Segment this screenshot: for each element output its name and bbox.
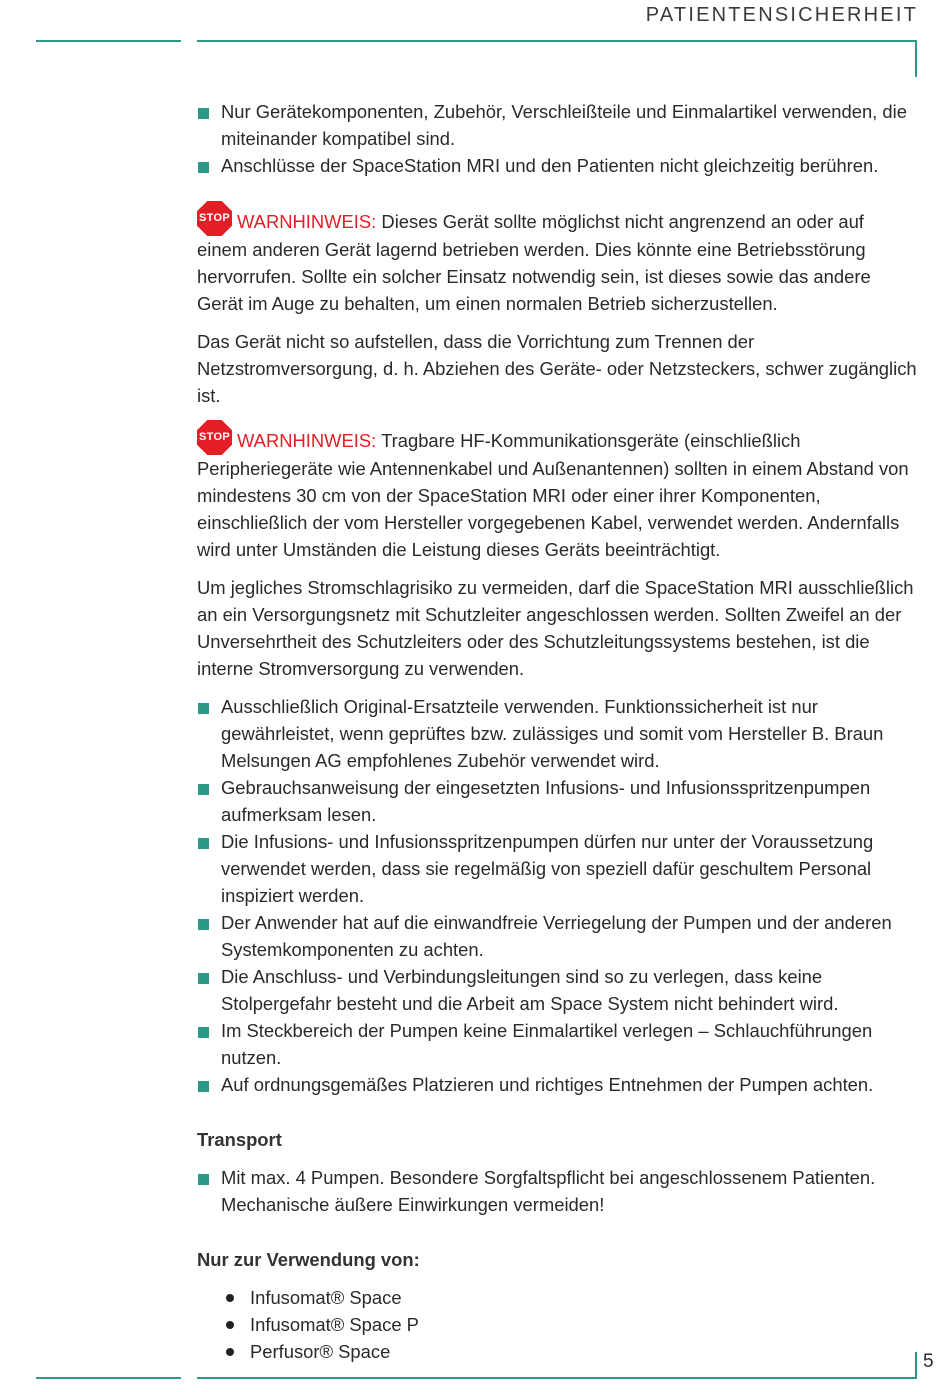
stop-sign-icon: STOP (197, 420, 232, 455)
list-item: Nur Gerätekomponenten, Zubehör, Verschleißteile und Einmalartikel verwenden, die miteinander kompatibel sind. (197, 98, 919, 152)
list-item: Die Anschluss- und Verbindungsleitungen sind so zu verlegen, dass keine Stolpergefahr besteht und die Arbeit am Space System nicht behindert wird. (197, 963, 919, 1017)
list-item: Ausschließlich Original-Ersatzteile verwenden. Funktionssicherheit ist nur gewährleistet, wenn geprüftes bzw. zulässiges und somit vom Hersteller B. Braun Melsungen AG empfohlenes Zubehör verwendet wird. (197, 693, 919, 774)
header-rule-vertical (915, 40, 917, 77)
bullet-list-top (197, 98, 919, 179)
list-item: Gebrauchsanweisung der eingesetzten Infusions- und Infusionsspritzenpumpen aufmerksam lesen. (197, 774, 919, 828)
footer-rule-right (197, 1377, 917, 1379)
page-header-title: PATIENTENSICHERHEIT (645, 4, 918, 26)
warning-text: Tragbare HF-Kommunikationsgeräte (einschließlich Peripheriegeräte wie Antennenkabel und Außenantennen) sollten in einem Abstand von mindestens 30 cm von der SpaceStation MRI oder einer ihrer Komponenten, einschließlich der vom Hersteller vorgegebenen Kabel, verwendet werden. Andernfalls wird unter Umständen die Leistung dieses Geräts beeinträchtigt. (197, 430, 909, 560)
warning-label: WARNHINWEIS: (237, 430, 377, 451)
section-heading-transport: Transport (197, 1129, 282, 1150)
paragraph: Um jegliches Stromschlagrisiko zu vermeiden, darf die SpaceStation MRI ausschließlich an ein Versorgungsnetz mit Schutzleiter angeschlossen werden. Sollten Zweifel an der Unversehrtheit des Schutzleiters oder des Schutzleitungssystems bestehen, ist die interne Stromversorgung zu verwenden. (197, 577, 914, 679)
list-item: Die Infusions- und Infusionsspritzenpumpen dürfen nur unter der Voraussetzung verwendet werden, dass sie regelmäßig von speziell dafür geschultem Personal inspiziert werden. (197, 828, 919, 909)
list-item: Auf ordnungsgemäßes Platzieren und richtiges Entnehmen der Pumpen achten. (197, 1071, 919, 1098)
list-item: Infusomat® Space (197, 1284, 919, 1311)
page-number: 5 (923, 1351, 934, 1372)
bullet-list-transport (197, 1164, 919, 1218)
warning-label: WARNHINWEIS: (237, 211, 377, 232)
warning-text: Dieses Gerät sollte möglichst nicht angrenzend an oder auf einem anderen Gerät lagernd betrieben werden. Dies könnte eine Betriebsstörung hervorrufen. Sollte ein solcher Einsatz notwendig sein, ist dieses sowie das andere Gerät im Auge zu behalten, um einen normalen Betrieb sicherzustellen. (197, 211, 871, 314)
section-heading-usage: Nur zur Verwendung von: (197, 1249, 420, 1270)
stop-sign-icon: STOP (197, 201, 232, 236)
list-item: Anschlüsse der SpaceStation MRI und den Patienten nicht gleichzeitig berühren. (197, 152, 919, 179)
warning-block-1 (197, 201, 919, 317)
main-content (197, 98, 919, 1365)
list-item: Im Steckbereich der Pumpen keine Einmalartikel verlegen – Schlauchführungen nutzen. (197, 1017, 919, 1071)
list-item: Infusomat® Space P (197, 1311, 919, 1338)
product-list (197, 1284, 919, 1365)
header-rule-left (36, 40, 181, 42)
list-item: Mit max. 4 Pumpen. Besondere Sorgfaltspflicht bei angeschlossenem Patienten. Mechanische äußere Einwirkungen vermeiden! (197, 1164, 919, 1218)
list-item: Der Anwender hat auf die einwandfreie Verriegelung der Pumpen und der anderen Systemkomponenten zu achten. (197, 909, 919, 963)
header-rule-right (197, 40, 917, 42)
list-item: Perfusor® Space (197, 1338, 919, 1365)
footer-rule-left (36, 1377, 181, 1379)
footer-rule-vertical (915, 1352, 917, 1379)
paragraph: Das Gerät nicht so aufstellen, dass die Vorrichtung zum Trennen der Netzstromversorgung, d. h. Abziehen des Geräte- oder Netzsteckers, schwer zugänglich ist. (197, 331, 917, 406)
bullet-list-main (197, 693, 919, 1098)
warning-block-2 (197, 420, 919, 563)
